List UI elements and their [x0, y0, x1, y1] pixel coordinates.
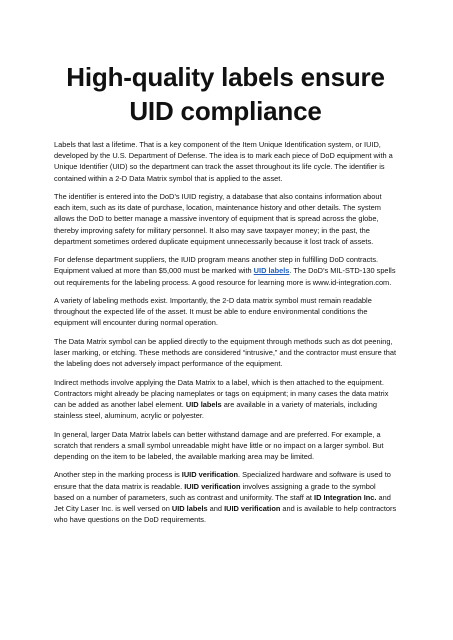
paragraph-verification [54, 469, 397, 525]
paragraph-intro: Labels that last a lifetime. That is a key component of the Item Unique Identification system, or IUID, developed by the U.S. Department of Defense. The idea is to mark each piece of DoD equipment with a Unique Identifier (UID) so the department can track the asset throughout its life cycle. The identifier is contained within a 2-D Data Matrix symbol that is applied to the asset. [54, 140, 393, 183]
page-title [54, 0, 397, 128]
bold-term: IUID verification [184, 481, 241, 491]
article-body [54, 139, 397, 525]
paragraph-label-size: In general, larger Data Matrix labels can better withstand damage and are preferred. For example, a scratch that renders a small symbol unreadable might have little or no impact on a larger symbol. But depending on the item to be labeled, the available marking area may be limited. [54, 429, 384, 461]
paragraph-direct-marking: The Data Matrix symbol can be applied directly to the equipment through methods such as dot peening, laser marking, or etching. These methods are considered “intrusive,” and the contractor must ensure that the labeling does not adversely impact performance of the equipment. [54, 336, 397, 369]
paragraph-registry: The identifier is entered into the DoD’s IUID registry, a database that also contains information about each item, such as its date of purchase, location, maintenance history and other details. The system allows the DoD to better manage a massive inventory of equipment that is spread across the globe, thereby improving safety for military personnel. It also may save taxpayer money; in the past, the department sometimes ordered duplicate equipment unnecessarily because it lost track of assets. [54, 192, 382, 246]
text-run: and [207, 504, 225, 513]
text-run: and is available to help contractors who have questions on the DoD requirements. [54, 504, 397, 525]
paragraph-indirect-methods [54, 377, 397, 422]
text-run: For defense department suppliers, the IUID program means another step in fulfilling DoD contracts. Equipment valued at more than $5,000 must be marked with [54, 255, 379, 276]
title-line-1: High-quality labels ensure [66, 62, 385, 92]
title-line-2: UID compliance [129, 96, 322, 126]
text-run: Another step in the marking process is [54, 470, 182, 480]
text-run: Indirect methods involve applying the Data Matrix to a label, which is then attached to the equipment. Contractors might already be placing nameplates or tags on equipment; in many cases the data matrix can be added as another label element. [54, 377, 389, 409]
paragraph-suppliers [54, 254, 397, 288]
bold-term: IUID verification [181, 470, 239, 480]
text-run: . The DoD’s MIL-STD-130 spells out requirements for the labeling process. A good resource for learning more is www.id-integration.com. [54, 266, 396, 287]
text-run: . Specialized hardware and software is used to ensure that the data matrix is readable. [54, 470, 391, 491]
text-run: involves assigning a grade to the symbol based on a number of parameters, such as contrast and uniformity. The staff at [54, 481, 376, 502]
paragraph-methods: A variety of labeling methods exist. Importantly, the 2-D data matrix symbol must remain readable throughout the expected life of the asset. It must be able to endure environmental conditions the equipment will encounter during normal operation. [54, 296, 372, 328]
text-run: are available in a variety of materials, including stainless steel, aluminum, acrylic or polyester. [54, 400, 377, 421]
uid-labels-link[interactable]: UID labels [253, 266, 290, 276]
bold-term: UID labels [185, 400, 222, 409]
text-run: and Jet City Laser Inc. is well versed on [54, 492, 391, 513]
bold-term: ID Integration Inc. [314, 492, 377, 502]
bold-term: UID labels [171, 504, 208, 513]
bold-term: IUID verification [224, 504, 281, 513]
